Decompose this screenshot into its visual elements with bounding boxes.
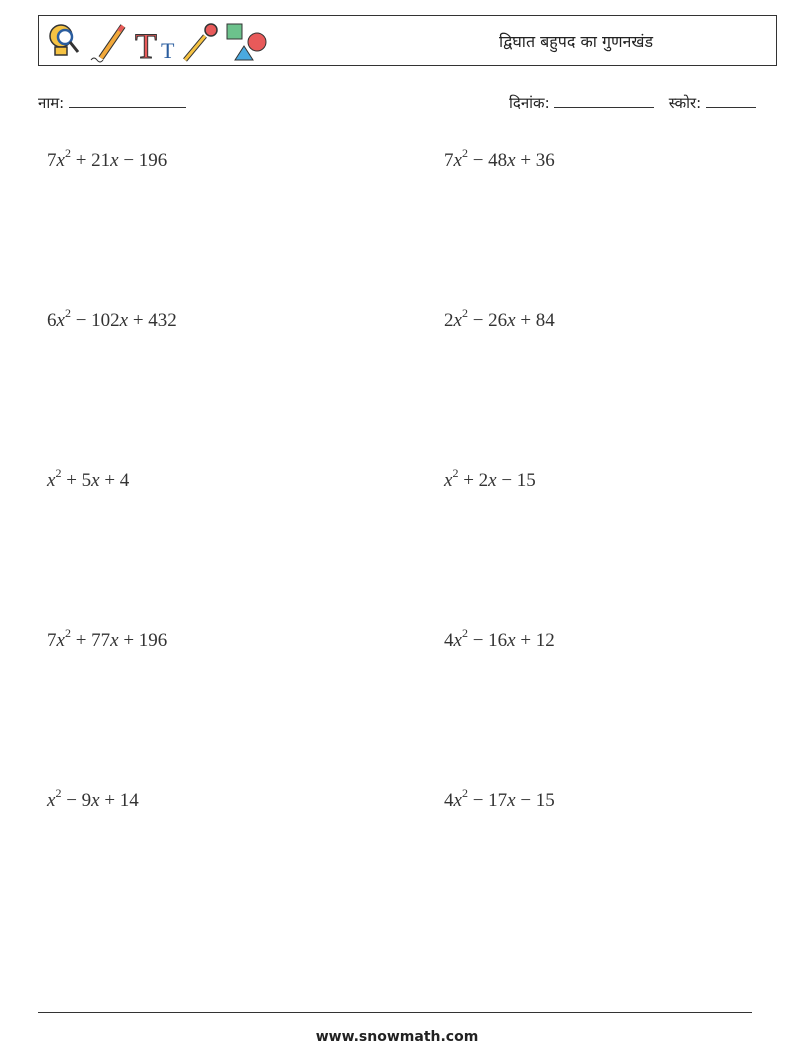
svg-text:T: T — [161, 38, 175, 63]
coefficient-b: − 26 — [467, 310, 508, 331]
variable-x: x — [110, 150, 119, 171]
problem-4 — [444, 306, 555, 332]
score-label: स्कोर: — [668, 94, 702, 112]
coefficient-b: − 17 — [467, 790, 508, 811]
coefficient-a: 4 — [444, 630, 454, 651]
coefficient-b: + 2 — [458, 470, 489, 491]
worksheet-title: द्विघात बहुपद का गुणनखंड — [499, 32, 654, 51]
constant-term: + 84 — [515, 310, 555, 331]
exponent: 2 — [64, 306, 71, 320]
shapes-icon — [227, 24, 266, 60]
score-blank[interactable] — [706, 93, 756, 108]
variable-x: x — [47, 470, 56, 491]
variable-x: x — [56, 310, 65, 331]
name-label: नाम: — [38, 94, 65, 112]
exponent: 2 — [64, 626, 71, 640]
coefficient-b: − 9 — [61, 790, 92, 811]
date-blank[interactable] — [554, 93, 654, 108]
variable-x: x — [453, 150, 462, 171]
problem-7 — [47, 626, 168, 652]
variable-x: x — [110, 630, 119, 651]
problem-2 — [444, 146, 555, 172]
header-icons — [43, 20, 273, 64]
worksheet-header — [38, 15, 777, 66]
coefficient-a: 4 — [444, 790, 454, 811]
coefficient-b: − 102 — [70, 310, 120, 331]
variable-x: x — [47, 790, 56, 811]
coefficient-b: + 21 — [70, 150, 111, 171]
constant-term: + 36 — [515, 150, 555, 171]
constant-term: + 12 — [515, 630, 555, 651]
coefficient-a: 7 — [47, 630, 57, 651]
constant-term: + 196 — [118, 630, 168, 651]
coefficient-b: − 16 — [467, 630, 508, 651]
variable-x: x — [56, 150, 65, 171]
variable-x: x — [507, 310, 516, 331]
constant-term: + 432 — [128, 310, 177, 331]
coefficient-a: 7 — [47, 150, 57, 171]
eyedropper-icon — [185, 24, 217, 60]
variable-x: x — [56, 630, 65, 651]
exponent: 2 — [452, 466, 459, 480]
footer-divider — [38, 1012, 752, 1013]
constant-term: − 15 — [496, 470, 536, 491]
lightbulb-magnifier-icon — [50, 25, 78, 55]
coefficient-b: + 5 — [61, 470, 92, 491]
variable-x: x — [507, 150, 516, 171]
variable-x: x — [91, 470, 100, 491]
variable-x: x — [507, 790, 516, 811]
problem-3 — [47, 306, 177, 332]
coefficient-a: 6 — [47, 310, 57, 331]
exponent: 2 — [461, 626, 468, 640]
variable-x: x — [453, 790, 462, 811]
constant-term: + 14 — [99, 790, 139, 811]
pencil-icon — [91, 26, 123, 62]
variable-x: x — [91, 790, 100, 811]
coefficient-a: 7 — [444, 150, 454, 171]
name-field — [38, 93, 186, 113]
variable-x: x — [488, 470, 497, 491]
variable-x: x — [453, 310, 462, 331]
coefficient-b: + 77 — [70, 630, 111, 651]
constant-term: + 4 — [99, 470, 130, 491]
exponent: 2 — [461, 306, 468, 320]
date-label: दिनांक: — [509, 94, 550, 112]
problem-8 — [444, 626, 555, 652]
name-blank[interactable] — [69, 93, 186, 108]
coefficient-a: 2 — [444, 310, 454, 331]
variable-x: x — [453, 630, 462, 651]
problem-5 — [47, 466, 130, 492]
exponent: 2 — [55, 786, 62, 800]
problem-9 — [47, 786, 139, 812]
footer-url: www.snowmath.com — [315, 1029, 479, 1045]
exponent: 2 — [461, 146, 468, 160]
constant-term: − 15 — [515, 790, 555, 811]
problem-1 — [47, 146, 168, 172]
coefficient-b: − 48 — [467, 150, 508, 171]
constant-term: − 196 — [118, 150, 168, 171]
text-size-icon — [135, 26, 175, 64]
svg-text:T: T — [135, 26, 157, 64]
variable-x: x — [119, 310, 129, 331]
exponent: 2 — [461, 786, 468, 800]
variable-x: x — [444, 470, 453, 491]
date-score-fields — [509, 93, 756, 113]
problem-10 — [444, 786, 555, 812]
exponent: 2 — [55, 466, 62, 480]
problem-6 — [444, 466, 536, 492]
exponent: 2 — [64, 146, 71, 160]
variable-x: x — [507, 630, 516, 651]
